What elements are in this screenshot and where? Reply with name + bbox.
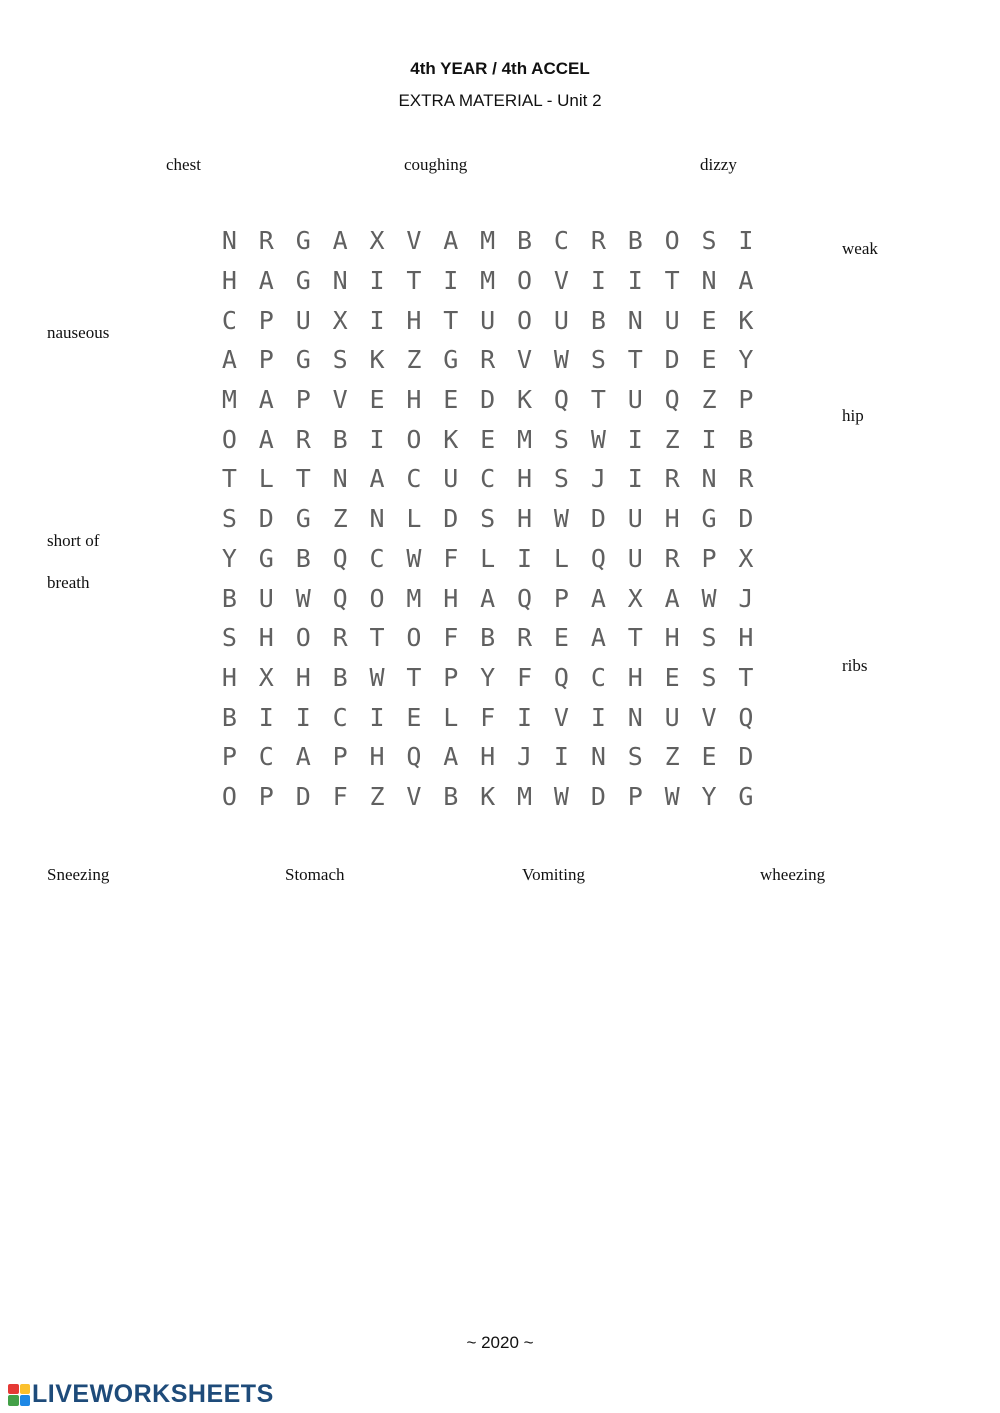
grid-letter[interactable]: W (553, 781, 569, 811)
grid-row (211, 300, 764, 340)
grid-letter[interactable]: N (701, 464, 717, 494)
grid-letter[interactable]: G (295, 226, 311, 256)
word-wheezing: wheezing (760, 865, 826, 884)
grid-row (211, 539, 764, 579)
grid-letter[interactable]: M (480, 226, 496, 256)
grid-letter[interactable]: N (590, 742, 606, 772)
grid-letter[interactable]: U (480, 305, 496, 335)
word-nauseous: nauseous (47, 323, 110, 342)
grid-letter[interactable]: T (443, 305, 459, 335)
grid-letter[interactable]: K (480, 781, 496, 811)
grid-letter[interactable]: I (738, 226, 754, 256)
grid-letter[interactable]: U (627, 385, 643, 415)
grid-letter[interactable]: V (517, 345, 533, 375)
grid-letter[interactable]: P (701, 543, 717, 573)
grid-letter[interactable]: D (443, 504, 459, 534)
grid-letter[interactable]: G (295, 345, 311, 375)
grid-letter[interactable]: I (517, 543, 533, 573)
grid-letter[interactable]: A (221, 345, 237, 375)
grid-letter[interactable]: B (332, 424, 348, 454)
grid-letter[interactable]: D (664, 345, 680, 375)
grid-letter[interactable]: R (480, 345, 496, 375)
grid-letter[interactable]: A (590, 583, 606, 613)
grid-letter[interactable]: F (480, 702, 496, 732)
grid-letter[interactable]: H (664, 504, 680, 534)
grid-row (211, 658, 764, 698)
liveworksheets-logo (8, 1380, 274, 1409)
grid-letter[interactable]: F (332, 781, 348, 811)
grid-letter[interactable]: S (553, 424, 569, 454)
grid-letter[interactable]: M (406, 583, 422, 613)
grid-letter[interactable]: W (553, 345, 569, 375)
grid-letter[interactable]: Q (517, 583, 533, 613)
word-coughing: coughing (404, 155, 468, 174)
grid-letter[interactable]: F (443, 623, 459, 653)
grid-letter[interactable]: S (221, 623, 237, 653)
grid-letter[interactable]: U (664, 702, 680, 732)
grid-letter[interactable]: B (627, 226, 643, 256)
grid-letter[interactable]: Q (553, 662, 569, 692)
grid-letter[interactable]: E (701, 305, 717, 335)
grid-letter[interactable]: V (701, 702, 717, 732)
grid-letter[interactable]: A (258, 266, 274, 296)
grid-letter[interactable]: E (480, 424, 496, 454)
grid-letter[interactable]: G (295, 504, 311, 534)
grid-letter[interactable]: V (553, 266, 569, 296)
grid-letter[interactable]: H (369, 742, 385, 772)
grid-letter[interactable]: Y (701, 781, 717, 811)
grid-letter[interactable]: R (517, 623, 533, 653)
grid-letter[interactable]: P (258, 781, 274, 811)
grid-letter[interactable]: H (406, 385, 422, 415)
grid-letter[interactable]: S (553, 464, 569, 494)
grid-letter[interactable]: A (738, 266, 754, 296)
grid-letter[interactable]: H (517, 464, 533, 494)
grid-letter[interactable]: D (590, 504, 606, 534)
grid-letter[interactable]: E (701, 345, 717, 375)
grid-letter[interactable]: W (553, 504, 569, 534)
grid-letter[interactable]: O (295, 623, 311, 653)
grid-row (211, 419, 764, 459)
grid-letter[interactable]: V (406, 781, 422, 811)
word-search-grid (211, 221, 764, 816)
grid-letter[interactable]: A (443, 742, 459, 772)
grid-letter[interactable]: A (332, 226, 348, 256)
grid-row (211, 499, 764, 539)
grid-letter[interactable]: P (738, 385, 754, 415)
grid-letter[interactable]: U (443, 464, 459, 494)
grid-letter[interactable]: T (590, 385, 606, 415)
grid-letter[interactable]: U (553, 305, 569, 335)
grid-letter[interactable]: B (332, 662, 348, 692)
grid-letter[interactable]: H (627, 662, 643, 692)
grid-letter[interactable]: N (627, 702, 643, 732)
grid-letter[interactable]: E (553, 623, 569, 653)
grid-letter[interactable]: R (738, 464, 754, 494)
grid-letter[interactable]: O (664, 226, 680, 256)
word-stomach: Stomach (285, 865, 345, 884)
grid-letter[interactable]: Q (332, 543, 348, 573)
grid-letter[interactable]: B (517, 226, 533, 256)
grid-letter[interactable]: I (295, 702, 311, 732)
grid-letter[interactable]: C (406, 464, 422, 494)
grid-letter[interactable]: S (221, 504, 237, 534)
grid-letter[interactable]: B (221, 702, 237, 732)
grid-letter[interactable]: B (295, 543, 311, 573)
grid-letter[interactable]: E (369, 385, 385, 415)
grid-letter[interactable]: A (590, 623, 606, 653)
grid-letter[interactable]: Q (406, 742, 422, 772)
grid-letter[interactable]: O (221, 781, 237, 811)
grid-letter[interactable]: Z (701, 385, 717, 415)
grid-letter[interactable]: Z (664, 742, 680, 772)
grid-letter[interactable]: Q (590, 543, 606, 573)
page-title: 4th YEAR / 4th ACCEL (410, 59, 590, 78)
grid-letter[interactable]: W (590, 424, 606, 454)
grid-letter[interactable]: L (258, 464, 274, 494)
grid-letter[interactable]: C (258, 742, 274, 772)
grid-letter[interactable]: P (221, 742, 237, 772)
grid-letter[interactable]: K (738, 305, 754, 335)
grid-row (211, 221, 764, 261)
grid-letter[interactable]: I (590, 702, 606, 732)
grid-letter[interactable]: S (701, 662, 717, 692)
grid-row (211, 777, 764, 817)
grid-letter[interactable]: W (406, 543, 422, 573)
grid-letter[interactable]: C (369, 543, 385, 573)
grid-letter[interactable]: F (517, 662, 533, 692)
grid-letter[interactable]: L (443, 702, 459, 732)
grid-letter[interactable]: A (664, 583, 680, 613)
grid-letter[interactable]: L (553, 543, 569, 573)
grid-letter[interactable]: R (295, 424, 311, 454)
grid-letter[interactable]: R (664, 464, 680, 494)
brand-square (20, 1384, 31, 1395)
grid-letter[interactable]: T (406, 662, 422, 692)
grid-letter[interactable]: D (295, 781, 311, 811)
grid-letter[interactable]: U (258, 583, 274, 613)
grid-letter[interactable]: G (258, 543, 274, 573)
grid-letter[interactable]: A (480, 583, 496, 613)
grid-letter[interactable]: O (517, 305, 533, 335)
grid-letter[interactable]: R (590, 226, 606, 256)
grid-letter[interactable]: O (406, 623, 422, 653)
grid-letter[interactable]: G (738, 781, 754, 811)
grid-letter[interactable]: D (590, 781, 606, 811)
grid-letter[interactable]: B (590, 305, 606, 335)
grid-letter[interactable]: U (627, 504, 643, 534)
grid-letter[interactable]: D (258, 504, 274, 534)
grid-letter[interactable]: Y (221, 543, 237, 573)
grid-letter[interactable]: D (480, 385, 496, 415)
grid-letter[interactable]: S (627, 742, 643, 772)
grid-letter[interactable]: S (480, 504, 496, 534)
grid-letter[interactable]: B (738, 424, 754, 454)
grid-letter[interactable]: I (258, 702, 274, 732)
grid-letter[interactable]: C (590, 662, 606, 692)
grid-letter[interactable]: H (443, 583, 459, 613)
grid-row (211, 618, 764, 658)
grid-letter[interactable]: T (369, 623, 385, 653)
word-vomiting: Vomiting (522, 865, 585, 884)
grid-letter[interactable]: U (664, 305, 680, 335)
grid-letter[interactable]: A (369, 464, 385, 494)
grid-letter[interactable]: X (369, 226, 385, 256)
grid-row (211, 380, 764, 420)
grid-letter[interactable]: N (332, 464, 348, 494)
grid-letter[interactable]: G (295, 266, 311, 296)
grid-letter[interactable]: P (258, 345, 274, 375)
grid-letter[interactable]: B (480, 623, 496, 653)
grid-letter[interactable]: K (443, 424, 459, 454)
grid-letter[interactable]: F (443, 543, 459, 573)
grid-letter[interactable]: D (738, 504, 754, 534)
grid-letter[interactable]: C (221, 305, 237, 335)
grid-letter[interactable]: T (295, 464, 311, 494)
brand-square (8, 1384, 19, 1395)
grid-row (211, 261, 764, 301)
grid-letter[interactable]: Z (369, 781, 385, 811)
word-breath: breath (47, 573, 90, 592)
grid-letter[interactable]: E (664, 662, 680, 692)
grid-row (211, 340, 764, 380)
grid-letter[interactable]: H (664, 623, 680, 653)
grid-letter[interactable]: I (443, 266, 459, 296)
grid-letter[interactable]: W (664, 781, 680, 811)
grid-letter[interactable]: I (553, 742, 569, 772)
grid-letter[interactable]: Q (738, 702, 754, 732)
grid-letter[interactable]: M (221, 385, 237, 415)
grid-letter[interactable]: W (295, 583, 311, 613)
grid-letter[interactable]: W (701, 583, 717, 613)
grid-letter[interactable]: I (701, 424, 717, 454)
brand-square (20, 1395, 31, 1406)
grid-letter[interactable]: I (369, 266, 385, 296)
grid-letter[interactable]: H (221, 662, 237, 692)
grid-letter[interactable]: E (443, 385, 459, 415)
grid-letter[interactable]: P (295, 385, 311, 415)
word-short-of: short of (47, 531, 100, 550)
grid-letter[interactable]: Q (332, 583, 348, 613)
grid-letter[interactable]: O (221, 424, 237, 454)
grid-letter[interactable]: J (738, 583, 754, 613)
grid-letter[interactable]: T (221, 464, 237, 494)
grid-letter[interactable]: V (332, 385, 348, 415)
word-chest: chest (166, 155, 201, 174)
grid-letter[interactable]: H (406, 305, 422, 335)
grid-row (211, 737, 764, 777)
grid-letter[interactable]: J (590, 464, 606, 494)
grid-letter[interactable]: X (738, 543, 754, 573)
grid-letter[interactable]: M (517, 781, 533, 811)
grid-letter[interactable]: V (553, 702, 569, 732)
grid-letter[interactable]: W (369, 662, 385, 692)
grid-letter[interactable]: H (517, 504, 533, 534)
grid-letter[interactable]: C (553, 226, 569, 256)
grid-letter[interactable]: Q (553, 385, 569, 415)
grid-letter[interactable]: E (406, 702, 422, 732)
grid-letter[interactable]: A (258, 424, 274, 454)
grid-letter[interactable]: M (480, 266, 496, 296)
grid-letter[interactable]: C (480, 464, 496, 494)
grid-letter[interactable]: P (553, 583, 569, 613)
grid-letter[interactable]: I (369, 424, 385, 454)
grid-letter[interactable]: S (701, 226, 717, 256)
grid-row (211, 578, 764, 618)
word-weak: weak (842, 239, 878, 258)
grid-letter[interactable]: T (664, 266, 680, 296)
grid-letter[interactable]: I (627, 266, 643, 296)
word-hip: hip (842, 406, 864, 425)
grid-letter[interactable]: E (701, 742, 717, 772)
grid-letter[interactable]: N (221, 226, 237, 256)
grid-letter[interactable]: G (443, 345, 459, 375)
grid-letter[interactable]: G (701, 504, 717, 534)
grid-letter[interactable]: I (590, 266, 606, 296)
liveworksheets-icon (8, 1384, 30, 1406)
grid-letter[interactable]: V (406, 226, 422, 256)
grid-letter[interactable]: N (369, 504, 385, 534)
grid-letter[interactable]: T (738, 662, 754, 692)
grid-letter[interactable]: I (369, 702, 385, 732)
grid-letter[interactable]: R (664, 543, 680, 573)
page-subtitle: EXTRA MATERIAL - Unit 2 (398, 91, 602, 110)
grid-letter[interactable]: S (590, 345, 606, 375)
grid-letter[interactable]: R (258, 226, 274, 256)
grid-letter[interactable]: X (627, 583, 643, 613)
grid-letter[interactable]: P (332, 742, 348, 772)
grid-letter[interactable]: T (627, 345, 643, 375)
brand-name: LIVEWORKSHEETS (32, 1380, 274, 1408)
brand-square (8, 1395, 19, 1406)
word-ribs: ribs (842, 656, 868, 675)
grid-letter[interactable]: I (627, 424, 643, 454)
grid-letter[interactable]: C (332, 702, 348, 732)
grid-letter[interactable]: I (627, 464, 643, 494)
grid-letter[interactable]: O (369, 583, 385, 613)
grid-letter[interactable]: D (738, 742, 754, 772)
grid-letter[interactable]: A (443, 226, 459, 256)
grid-letter[interactable]: I (369, 305, 385, 335)
grid-letter[interactable]: U (295, 305, 311, 335)
grid-letter[interactable]: H (295, 662, 311, 692)
grid-letter[interactable]: Y (480, 662, 496, 692)
grid-letter[interactable]: Z (332, 504, 348, 534)
grid-letter[interactable]: Y (738, 345, 754, 375)
grid-letter[interactable]: M (517, 424, 533, 454)
grid-letter[interactable]: Q (664, 385, 680, 415)
grid-letter[interactable]: N (627, 305, 643, 335)
grid-letter[interactable]: T (406, 266, 422, 296)
grid-letter[interactable]: R (332, 623, 348, 653)
grid-letter[interactable]: K (517, 385, 533, 415)
grid-letter[interactable]: S (332, 345, 348, 375)
grid-letter[interactable]: P (443, 662, 459, 692)
word-dizzy: dizzy (700, 155, 737, 174)
grid-letter[interactable]: H (480, 742, 496, 772)
grid-letter[interactable]: X (332, 305, 348, 335)
grid-letter[interactable]: I (517, 702, 533, 732)
grid-letter[interactable]: H (258, 623, 274, 653)
grid-letter[interactable]: N (332, 266, 348, 296)
grid-letter[interactable]: Z (664, 424, 680, 454)
grid-letter[interactable]: P (258, 305, 274, 335)
grid-letter[interactable]: S (701, 623, 717, 653)
grid-letter[interactable]: B (221, 583, 237, 613)
grid-letter[interactable]: J (517, 742, 533, 772)
grid-letter[interactable]: A (295, 742, 311, 772)
grid-letter[interactable]: H (738, 623, 754, 653)
grid-letter[interactable]: N (701, 266, 717, 296)
grid-letter[interactable]: Z (406, 345, 422, 375)
grid-letter[interactable]: T (627, 623, 643, 653)
grid-letter[interactable]: B (443, 781, 459, 811)
grid-letter[interactable]: K (369, 345, 385, 375)
word-sneezing: Sneezing (47, 865, 110, 884)
grid-letter[interactable]: A (258, 385, 274, 415)
grid-row (211, 697, 764, 737)
grid-letter[interactable]: L (480, 543, 496, 573)
grid-letter[interactable]: L (406, 504, 422, 534)
grid-row (211, 459, 764, 499)
grid-letter[interactable]: U (627, 543, 643, 573)
grid-letter[interactable]: O (406, 424, 422, 454)
grid-letter[interactable]: O (517, 266, 533, 296)
grid-letter[interactable]: P (627, 781, 643, 811)
grid-letter[interactable]: X (258, 662, 274, 692)
grid-letter[interactable]: H (221, 266, 237, 296)
footer-year: ~ 2020 ~ (466, 1333, 534, 1352)
